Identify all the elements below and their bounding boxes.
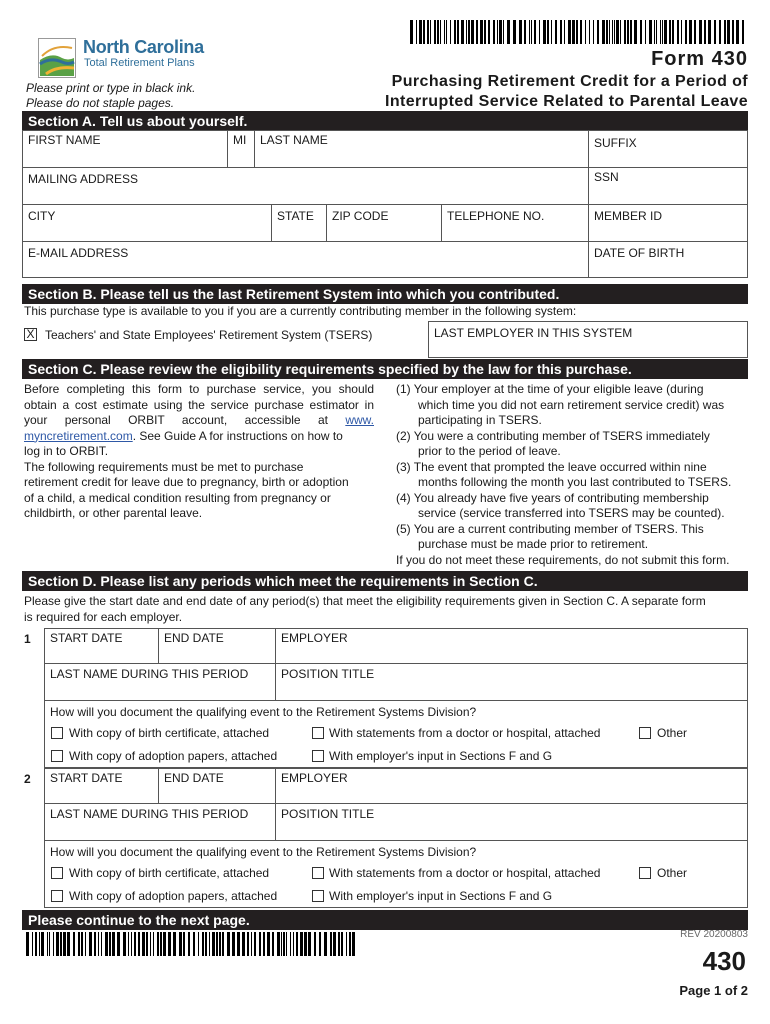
requirement-4: (4) You already have five years of contributing membership [396,490,709,505]
section-c-intro [24,382,374,522]
section-d-intro-line1: Please give the start date and end date of any period(s) that meet the eligibility requirements given in Section C. A separate form [24,594,706,608]
birth-certificate-checkbox[interactable] [51,727,63,739]
requirements-closing: If you do not meet these requirements, do not submit this form. [396,552,730,567]
last-name-during-period-field[interactable]: LAST NAME DURING THIS PERIOD [45,804,276,841]
period-1-block [44,628,748,768]
instruction-ink: Please print or type in black ink. [26,81,196,95]
member-id-field[interactable]: MEMBER ID [589,205,747,242]
birth-certificate-checkbox[interactable] [51,867,63,879]
mi-field[interactable]: MI [228,131,255,168]
ssn-field[interactable]: SSN [589,168,747,205]
requirement-1-cont: participating in TSERS. [418,413,542,427]
logo-title: North Carolina [83,37,204,57]
date-of-birth-field[interactable]: DATE OF BIRTH [594,246,685,260]
telephone-field[interactable]: TELEPHONE NO. [442,205,589,242]
city-field[interactable]: CITY [23,205,272,242]
mailing-address-field[interactable]: MAILING ADDRESS [23,168,589,205]
barcode-bottom [26,932,356,956]
intro-line: of a child, a medical condition resulting from pregnancy or [24,490,331,505]
start-date-field[interactable]: START DATE [45,769,159,804]
section-b-note: This purchase type is available to you if you are a currently contributing member in the following system: [24,304,577,318]
intro-line: retirement credit for leave due to pregnancy, birth or adoption [24,475,349,489]
orbit-link-part2[interactable]: myncretirement.com [24,428,133,443]
start-date-field[interactable]: START DATE [45,629,159,664]
doctor-statements-checkbox[interactable] [312,867,324,879]
orbit-link-part1[interactable]: www. [345,413,374,427]
form-instructions [26,81,195,111]
last-name-during-period-field[interactable]: LAST NAME DURING THIS PERIOD [45,664,276,701]
other-label: Other [657,866,688,880]
eligibility-requirements [396,382,748,568]
requirement-3: (3) The event that prompted the leave occurred within nine [396,459,707,474]
intro-line [24,429,374,445]
requirement-4-cont: service (service transferred into TSERS may be counted). [418,506,725,520]
intro-line: childbirth, or other parental leave. [24,506,203,520]
intro-line: log in to ORBIT. [24,444,109,458]
employer-input-label: With employer's input in Sections F and G [329,889,553,903]
logo-subtitle: Total Retirement Plans [84,57,195,69]
form-title-line2: Interrupted Service Related to Parental Leave [384,93,748,110]
end-date-field[interactable]: END DATE [159,769,276,804]
birth-certificate-label: With copy of birth certificate, attached [69,726,270,740]
employer-input-checkbox[interactable] [312,750,324,762]
barcode-top [410,20,746,44]
employer-input-checkbox[interactable] [312,890,324,902]
position-title-field[interactable]: POSITION TITLE [276,664,747,701]
section-a-grid [22,130,748,278]
nc-total-retirement-logo-icon [38,38,76,78]
section-a-heading: Section A. Tell us about yourself. [22,111,748,131]
doctor-statements-checkbox[interactable] [312,727,324,739]
period-number: 2 [24,772,31,786]
continue-banner: Please continue to the next page. [22,910,748,930]
requirement-2: (2) You were a contributing member of TSERS immediately [396,428,710,443]
instruction-staple: Please do not staple pages. [26,96,175,110]
employer-field[interactable]: EMPLOYER [276,629,747,664]
section-d-intro-line2: is required for each employer. [24,609,183,624]
adoption-papers-checkbox[interactable] [51,890,63,902]
tsers-option-label: Teachers' and State Employees' Retirement System (TSERS) [45,328,373,342]
position-title-field[interactable]: POSITION TITLE [276,804,747,841]
requirement-3-cont: months following the month you last contributed to TSERS. [418,475,732,489]
section-c-heading: Section C. Please review the eligibility requirements specified by the law for this purchase. [22,359,748,379]
adoption-papers-label: With copy of adoption papers, attached [69,749,278,763]
zip-code-field[interactable]: ZIP CODE [327,205,442,242]
documentation-question: How will you document the qualifying event to the Retirement Systems Division? [50,845,477,859]
section-d-intro [24,594,706,625]
period-2-block [44,768,748,908]
form-title-line1: Purchasing Retirement Credit for a Period of [391,73,748,90]
intro-text: . See Guide A for instructions on how to [132,428,343,443]
revision-label: REV 20200803 [680,929,748,940]
tsers-checkbox[interactable]: X [24,328,37,341]
email-field[interactable]: E-MAIL ADDRESS [23,242,589,277]
last-employer-field[interactable]: LAST EMPLOYER IN THIS SYSTEM [428,321,748,358]
other-checkbox[interactable] [639,867,651,879]
birth-certificate-label: With copy of birth certificate, attached [69,866,270,880]
end-date-field[interactable]: END DATE [159,629,276,664]
requirement-1: (1) Your employer at the time of your eligible leave (during [396,382,704,396]
adoption-papers-label: With copy of adoption papers, attached [69,889,278,903]
form-title [385,72,748,112]
state-field[interactable]: STATE [272,205,327,242]
section-d-heading: Section D. Please list any periods which meet the requirements in Section C. [22,571,748,591]
requirement-1-cont: which time you did not earn retirement service credit) was [418,397,725,412]
period-number: 1 [24,632,31,646]
intro-line: obtain a cost estimate using the service purchase estimator in [24,397,374,412]
suffix-field[interactable]: SUFFIX [589,131,747,168]
intro-line: The following requirements must be met to purchase [24,459,304,474]
doctor-statements-label: With statements from a doctor or hospital, attached [329,726,601,740]
intro-line [24,413,374,429]
section-b-heading: Section B. Please tell us the last Retirement System into which you contributed. [22,284,748,304]
last-name-field[interactable]: LAST NAME [255,131,589,168]
employer-field[interactable]: EMPLOYER [276,769,747,804]
intro-text: your personal ORBIT account, accessible at [24,413,328,427]
requirement-5-cont: purchase must be made prior to retirement. [418,537,649,551]
documentation-question: How will you document the qualifying event to the Retirement Systems Division? [50,705,477,719]
first-name-field[interactable]: FIRST NAME [23,131,228,168]
other-checkbox[interactable] [639,727,651,739]
employer-input-label: With employer's input in Sections F and G [329,749,553,763]
form-number: Form 430 [651,48,748,70]
requirement-2-cont: prior to the period of leave. [418,444,561,458]
doctor-statements-label: With statements from a doctor or hospital, attached [329,866,601,880]
requirement-5: (5) You are a current contributing member of TSERS. This [396,521,704,536]
form-number-large: 430 [702,946,746,976]
page-number: Page 1 of 2 [679,983,748,998]
adoption-papers-checkbox[interactable] [51,750,63,762]
intro-line: Before completing this form to purchase service, you should [24,382,374,396]
other-label: Other [657,726,688,740]
